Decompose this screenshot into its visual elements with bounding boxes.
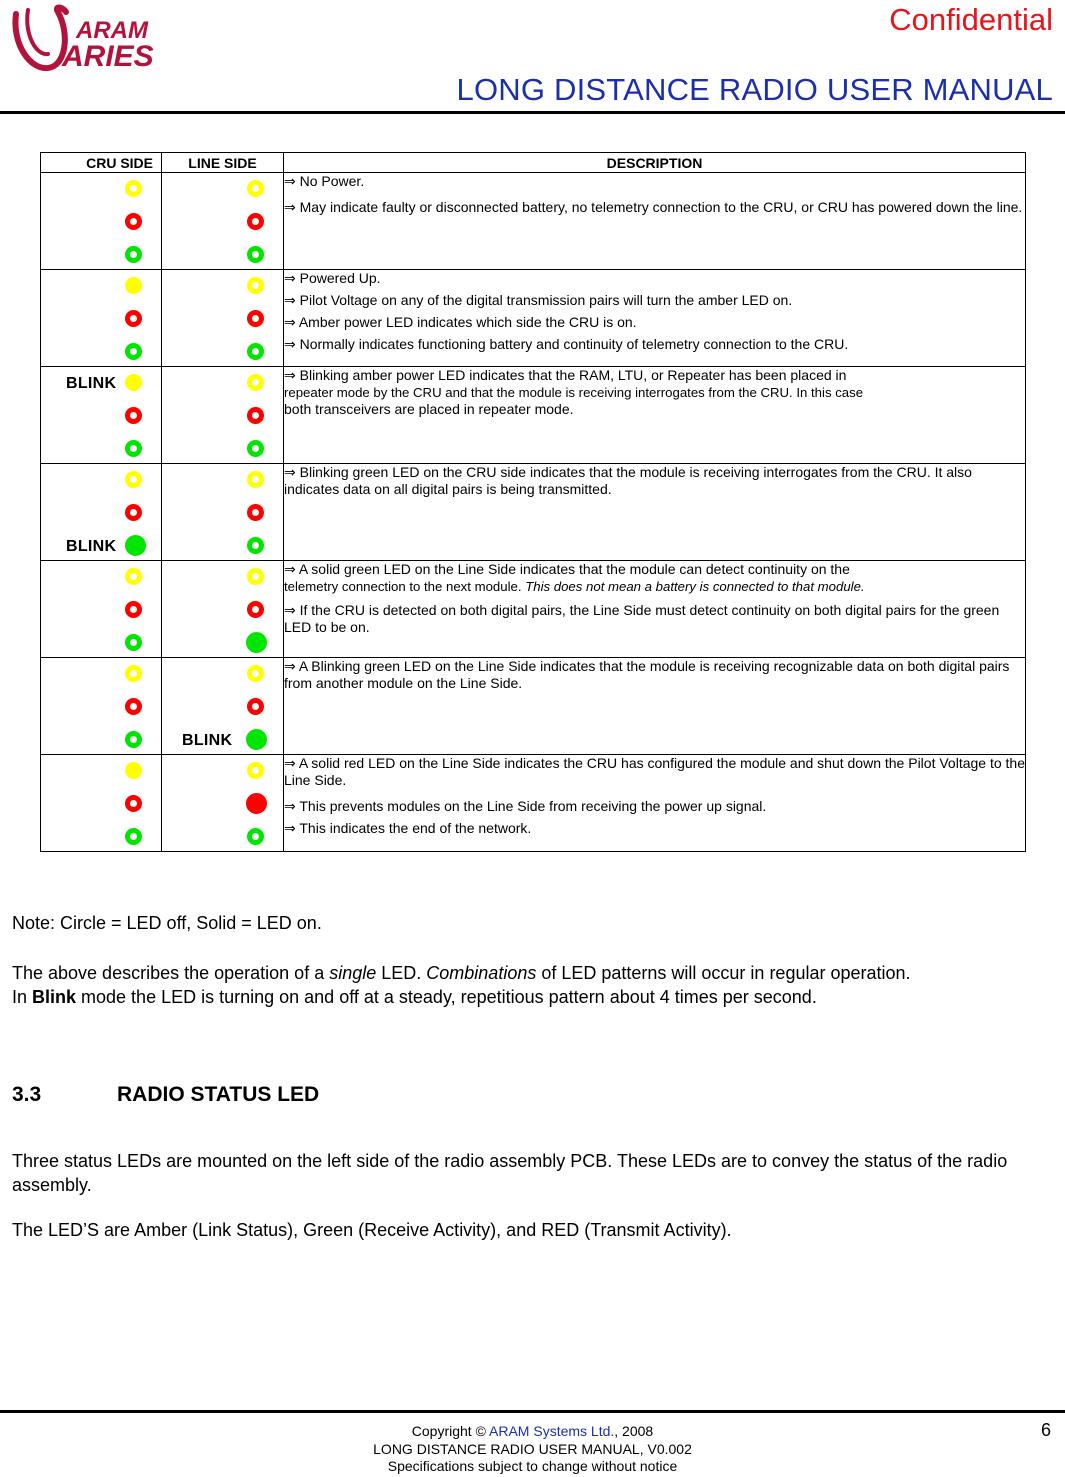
led-status-table bbox=[40, 152, 1026, 852]
table-row bbox=[41, 270, 1026, 367]
amber-led-on-icon bbox=[125, 762, 142, 779]
paragraph-text: mode the LED is turning on and off at a steady, repetitious pattern about 4 times per second. bbox=[76, 987, 817, 1007]
description-italic-note: This does not mean a battery is connected to that module. bbox=[525, 579, 865, 594]
amber-led-off-icon bbox=[247, 180, 264, 197]
red-led-off-icon bbox=[247, 504, 264, 521]
page-number: 6 bbox=[1040, 1420, 1051, 1440]
table-row bbox=[41, 464, 1026, 561]
paragraph-text: In bbox=[12, 987, 33, 1007]
led-legend-note: Note: Circle = LED off, Solid = LED on. bbox=[12, 913, 322, 933]
amber-led-off-icon bbox=[247, 762, 264, 779]
cru-led-cell bbox=[41, 367, 162, 464]
description-cell bbox=[284, 755, 1026, 852]
section-title: RADIO STATUS LED bbox=[117, 1083, 320, 1106]
blink-label: BLINK bbox=[66, 538, 117, 555]
green-led-off-icon bbox=[125, 246, 142, 263]
paragraph-text: of LED patterns will occur in regular operation. bbox=[536, 963, 911, 983]
line-led-cell bbox=[162, 561, 284, 658]
amber-led-blink-icon bbox=[125, 374, 142, 391]
line-led-cell bbox=[162, 270, 284, 367]
description-cell bbox=[284, 270, 1026, 367]
description-cell bbox=[284, 464, 1026, 561]
blink-label: BLINK bbox=[66, 375, 117, 392]
amber-led-off-icon bbox=[247, 665, 264, 682]
green-led-off-icon bbox=[247, 440, 264, 457]
green-led-off-icon bbox=[125, 828, 142, 845]
description-line: ⇒ Normally indicates functioning battery and continuity of telemetry connection to the CRU. bbox=[284, 336, 849, 352]
red-led-off-icon bbox=[125, 407, 142, 424]
red-led-off-icon bbox=[247, 213, 264, 230]
green-led-off-icon bbox=[247, 828, 264, 845]
green-led-blink-icon bbox=[125, 535, 146, 556]
footer-divider bbox=[0, 1410, 1065, 1413]
amber-led-off-icon bbox=[247, 568, 264, 585]
description-line: ⇒ Powered Up. bbox=[284, 270, 381, 286]
description-line: repeater mode by the CRU and that the module is receiving interrogates from the CRU. In this case bbox=[284, 385, 864, 400]
line-led-cell bbox=[162, 464, 284, 561]
red-led-off-icon bbox=[247, 407, 264, 424]
footer-manual-version: LONG DISTANCE RADIO USER MANUAL, V0.002 bbox=[373, 1441, 692, 1457]
copyright-year: , 2008 bbox=[614, 1423, 654, 1439]
footer-copyright bbox=[0, 1423, 1065, 1439]
line-led-cell bbox=[162, 173, 284, 270]
radio-status-paragraph: Three status LEDs are mounted on the left side of the radio assembly PCB. These LEDs are to convey the status of the radio assembly. bbox=[12, 1151, 1008, 1195]
table-row bbox=[41, 367, 1026, 464]
led-colors-paragraph: The LED’S are Amber (Link Status), Green (Receive Activity), and RED (Transmit Activity). bbox=[12, 1220, 732, 1240]
amber-led-on-icon bbox=[125, 277, 142, 294]
section-number: 3.3 bbox=[12, 1083, 42, 1106]
description-cell bbox=[284, 561, 1026, 658]
confidential-label: Confidential bbox=[889, 2, 1053, 37]
green-led-off-icon bbox=[125, 343, 142, 360]
description-line: telemetry connection to the next module. bbox=[284, 579, 522, 594]
amber-led-off-icon bbox=[125, 471, 142, 488]
header-cru-side: CRU SIDE bbox=[41, 153, 162, 173]
description-line: ⇒ Amber power LED indicates which side the CRU is on. bbox=[284, 314, 637, 330]
description-line: ⇒ If the CRU is detected on both digital pairs, the Line Side must detect continuity on both digital pairs for the green LED to be on. bbox=[284, 602, 1000, 635]
paragraph-text: The above describes the operation of a bbox=[12, 963, 330, 983]
emphasis-single: single bbox=[329, 963, 377, 983]
line-led-cell bbox=[162, 658, 284, 755]
description-line: ⇒ A Blinking green LED on the Line Side indicates that the module is receiving recognizable data on both digital pairs from another module on the Line Side. bbox=[284, 658, 1010, 691]
amber-led-off-icon bbox=[247, 374, 264, 391]
green-led-off-icon bbox=[125, 731, 142, 748]
table-row bbox=[41, 658, 1026, 755]
description-cell bbox=[284, 367, 1026, 464]
header-line-side: LINE SIDE bbox=[162, 153, 284, 173]
cru-led-cell bbox=[41, 464, 162, 561]
description-line: ⇒ Pilot Voltage on any of the digital transmission pairs will turn the amber LED on. bbox=[284, 292, 793, 308]
table-header-row bbox=[41, 153, 1026, 173]
copyright-text: Copyright © bbox=[411, 1423, 490, 1439]
description-line: ⇒ A solid green LED on the Line Side indicates that the module can detect continuity on the bbox=[284, 561, 850, 577]
aram-aries-logo bbox=[10, 4, 165, 74]
red-led-off-icon bbox=[125, 310, 142, 327]
logo-text-top: ARAM bbox=[76, 17, 148, 44]
green-led-off-icon bbox=[247, 343, 264, 360]
red-led-off-icon bbox=[125, 601, 142, 618]
company-link[interactable]: ARAM Systems Ltd. bbox=[489, 1423, 615, 1439]
red-led-off-icon bbox=[125, 698, 142, 715]
red-led-off-icon bbox=[247, 601, 264, 618]
cru-led-cell bbox=[41, 270, 162, 367]
amber-led-off-icon bbox=[247, 277, 264, 294]
paragraph-text: LED. bbox=[376, 963, 427, 983]
amber-led-off-icon bbox=[125, 568, 142, 585]
emphasis-blink: Blink bbox=[32, 987, 77, 1007]
description-line: ⇒ May indicate faulty or disconnected battery, no telemetry connection to the CRU, or CRU has powered down the line. bbox=[284, 199, 1023, 215]
cru-led-cell bbox=[41, 173, 162, 270]
green-led-off-icon bbox=[247, 246, 264, 263]
cru-led-cell bbox=[41, 658, 162, 755]
red-led-off-icon bbox=[125, 504, 142, 521]
description-cell bbox=[284, 173, 1026, 270]
cru-led-cell bbox=[41, 561, 162, 658]
table-row bbox=[41, 561, 1026, 658]
red-led-off-icon bbox=[247, 310, 264, 327]
green-led-off-icon bbox=[125, 440, 142, 457]
logo-text-bottom: ARIES bbox=[62, 40, 154, 73]
description-line: ⇒ No Power. bbox=[284, 173, 365, 189]
footer-disclaimer: Specifications subject to change without notice bbox=[387, 1458, 678, 1474]
description-cell bbox=[284, 658, 1026, 755]
emphasis-combinations: Combinations bbox=[426, 963, 537, 983]
description-line: both transceivers are placed in repeater mode. bbox=[284, 401, 574, 417]
table-row bbox=[41, 173, 1026, 270]
cru-led-cell bbox=[41, 755, 162, 852]
red-led-on-icon bbox=[246, 793, 267, 814]
description-line: ⇒ Blinking green LED on the CRU side indicates that the module is receiving interrogates from the CRU. It also indicates data on all digital pairs is being transmitted. bbox=[284, 464, 972, 497]
section-heading bbox=[12, 1083, 319, 1107]
blink-label: BLINK bbox=[182, 732, 233, 749]
green-led-on-icon bbox=[246, 632, 267, 653]
red-led-off-icon bbox=[247, 698, 264, 715]
green-led-off-icon bbox=[125, 634, 142, 651]
green-led-off-icon bbox=[247, 537, 264, 554]
table-row bbox=[41, 755, 1026, 852]
header-divider bbox=[0, 111, 1065, 114]
amber-led-off-icon bbox=[125, 665, 142, 682]
green-led-blink-icon bbox=[246, 729, 267, 750]
description-line: ⇒ Blinking amber power LED indicates that the RAM, LTU, or Repeater has been placed in bbox=[284, 367, 847, 383]
description-line: ⇒ A solid red LED on the Line Side indicates the CRU has configured the module and shut down the Pilot Voltage to the Line Side. bbox=[284, 755, 1025, 788]
manual-title: LONG DISTANCE RADIO USER MANUAL bbox=[456, 72, 1053, 107]
red-led-off-icon bbox=[125, 795, 142, 812]
red-led-off-icon bbox=[125, 213, 142, 230]
description-line: ⇒ This prevents modules on the Line Side from receiving the power up signal. bbox=[284, 798, 767, 814]
operation-paragraph bbox=[12, 961, 1057, 1009]
line-led-cell bbox=[162, 755, 284, 852]
amber-led-off-icon bbox=[247, 471, 264, 488]
amber-led-off-icon bbox=[125, 180, 142, 197]
header-description: DESCRIPTION bbox=[284, 153, 1026, 173]
line-led-cell bbox=[162, 367, 284, 464]
description-line: ⇒ This indicates the end of the network. bbox=[284, 820, 532, 836]
